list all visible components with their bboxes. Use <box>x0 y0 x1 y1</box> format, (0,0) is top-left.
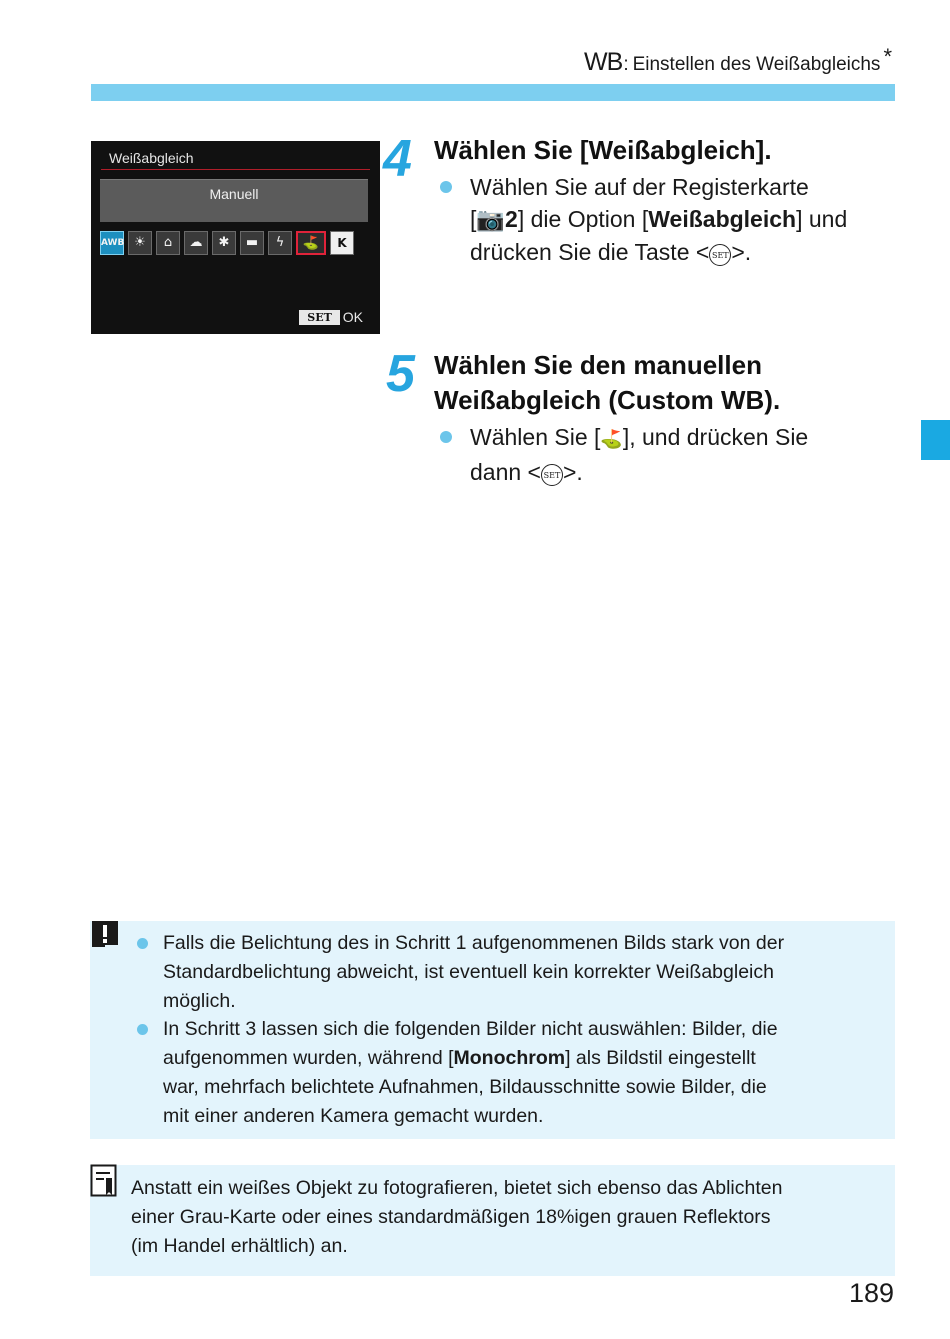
camera-ok-label: OK <box>342 309 363 325</box>
caution-bullet-2 <box>137 1024 148 1035</box>
wb-symbol: WB <box>584 48 623 76</box>
tungsten-icon: ✱ <box>212 231 236 255</box>
step-5-title-line-2: Weißabgleich (Custom WB). <box>434 385 781 415</box>
caution-item-1: Falls die Belichtung des in Schritt 1 aufgenommenen Bilds stark von der Standardbelichtung abweicht, ist eventuell kein korrekter Weißabgleich möglich. <box>163 932 785 1012</box>
step-4-number: 4 <box>383 130 412 188</box>
memo-text: Anstatt ein weißes Objekt zu fotografieren, bietet sich ebenso das Ablichten einer Grau-Karte oder eines standardmäßigen 18%igen grauen Reflektors (im Handel erhältlich) an. <box>131 1177 783 1257</box>
step-5-title-line-1: Wählen Sie den manuellen <box>434 350 762 380</box>
step-5-number: 5 <box>386 345 415 403</box>
step-4-bullet <box>440 181 452 193</box>
caution-bullet-1 <box>137 938 148 949</box>
running-header <box>584 44 892 77</box>
step-5-text <box>470 421 808 488</box>
camera-selected-mode-box <box>100 179 368 222</box>
camera-selected-mode: Manuell <box>209 186 259 202</box>
awb-icon: AWB <box>100 231 124 255</box>
caution-icon <box>90 919 120 949</box>
set-button-icon: SET <box>709 244 731 266</box>
step-5-line-1: Wählen Sie [⛳], und drücken Sie <box>470 424 809 450</box>
custom-wb-symbol-icon: ⛳ <box>600 429 623 450</box>
step-5-bullet <box>440 431 452 443</box>
camera-set-ok <box>299 309 363 325</box>
custom-wb-icon: ⛳ <box>296 231 326 255</box>
step-4-line-2: [📷2] die Option [Weißabgleich] und <box>470 206 848 233</box>
step-4-tab-number: 2 <box>505 206 518 232</box>
step-5-line-2: dann < SET >. <box>470 459 583 485</box>
header-bar <box>91 84 895 101</box>
set-button-icon: SET <box>541 464 563 486</box>
header-star: * <box>883 44 892 69</box>
camera-wb-icon-row <box>100 231 354 255</box>
kelvin-icon: K <box>330 231 354 255</box>
step-5-title <box>434 348 780 418</box>
daylight-icon: ☀ <box>128 231 152 255</box>
memo-icon <box>90 1164 118 1198</box>
header-title: Einstellen des Weißabgleichs <box>632 54 881 75</box>
header-colon: : <box>623 54 629 75</box>
camera-screen-title: Weißabgleich <box>109 150 194 166</box>
step-4-text <box>470 171 847 268</box>
camera-title-rule <box>101 169 370 170</box>
step-4-title: Wählen Sie [Weißabgleich]. <box>434 135 772 165</box>
camera-screen <box>91 141 380 334</box>
camera-set-label: SET <box>299 310 340 325</box>
page-number: 189 <box>848 1278 894 1308</box>
step-4-line-1: Wählen Sie auf der Registerkarte <box>470 174 809 200</box>
chapter-side-tab <box>921 420 950 460</box>
shade-icon: ⌂ <box>156 231 180 255</box>
camera-tab-icon: 📷 <box>476 207 506 233</box>
cloudy-icon: ☁ <box>184 231 208 255</box>
caution-item-2: In Schritt 3 lassen sich die folgenden Bilder nicht auswählen: Bilder, die aufgenommen wurden, während [Monochrom] als Bildstil eingestellt war, mehrfach belichtete Aufnahmen, Bildausschnitte sowie Bilder, die mit einer anderen Kamera gemacht wurden. <box>163 1018 778 1127</box>
flash-icon: ϟ <box>268 231 292 255</box>
fluorescent-icon: ▬ <box>240 231 264 255</box>
step-4-option-name: Weißabgleich <box>648 206 797 232</box>
step-4-line-3: drücken Sie die Taste < SET >. <box>470 239 752 265</box>
